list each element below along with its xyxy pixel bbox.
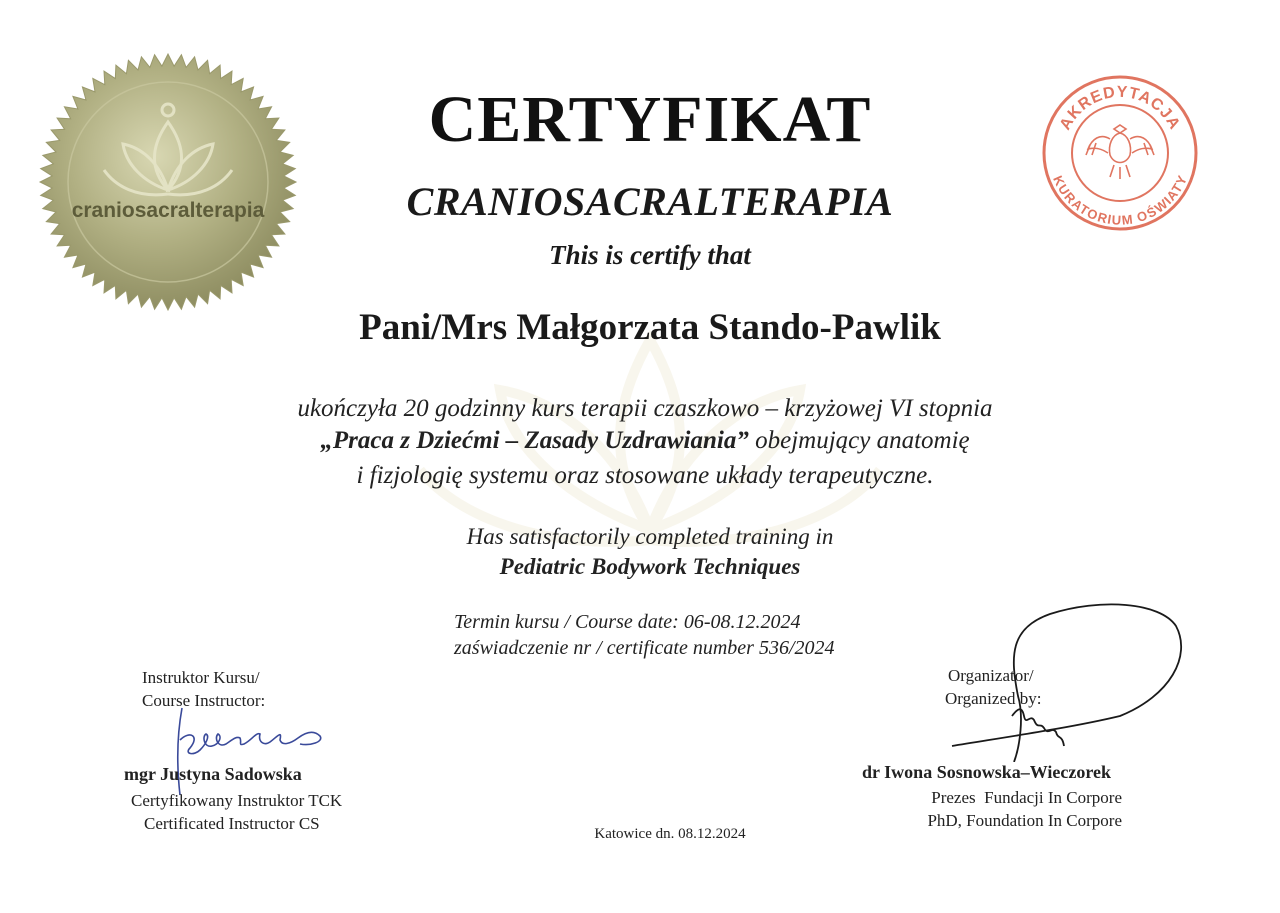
eagle-icon xyxy=(1086,125,1154,179)
recipient-name: Pani/Mrs Małgorzata Stando-Pawlik xyxy=(359,307,941,348)
instructor-role-en: Certificated Instructor CS xyxy=(144,814,320,833)
instructor-role-pl: Certyfikowany Instruktor TCK xyxy=(131,791,343,810)
organizer-role-en: PhD, Foundation In Corpore xyxy=(927,811,1122,830)
gold-seal-text: craniosacralterapia xyxy=(71,199,265,222)
organizer-role xyxy=(890,786,1122,832)
course-date: Termin kursu / Course date: 06-08.12.2024 xyxy=(454,611,801,633)
instructor-label-pl: Instruktor Kursu/ xyxy=(142,668,260,687)
polish-text-line-2-rest: obejmujący anatomię xyxy=(748,427,970,454)
accreditation-stamp xyxy=(1040,73,1200,233)
certificate-subtitle: CRANIOSACRALTERAPIA xyxy=(406,179,894,224)
instructor-name: mgr Justyna Sadowska xyxy=(124,764,302,784)
instructor-label-en: Course Instructor: xyxy=(142,691,266,710)
place-and-date: Katowice dn. 08.12.2024 xyxy=(594,826,746,842)
course-name-english: Pediatric Bodywork Techniques xyxy=(499,554,801,579)
organizer-label-pl: Organizator/ xyxy=(948,666,1034,685)
certificate-number: zaświadczenie nr / certificate number 536/2024 xyxy=(454,637,835,659)
organizer-name: dr Iwona Sosnowska–Wieczorek xyxy=(862,762,1112,782)
gold-seal-emblem xyxy=(38,52,298,312)
certificate-title: CERTYFIKAT xyxy=(428,83,872,156)
course-name-polish: „Praca z Dziećmi – Zasady Uzdrawiania” xyxy=(320,427,749,454)
organizer-signature xyxy=(940,596,1190,762)
polish-text-line-1: ukończyła 20 godzinny kurs terapii czaszkowo – krzyżowej VI stopnia xyxy=(297,395,993,422)
polish-text-line-3: i fizjologię systemu oraz stosowane układy terapeutyczne. xyxy=(356,462,934,489)
certify-line: This is certify that xyxy=(549,240,751,270)
english-text-line-1: Has satisfactorily completed training in xyxy=(466,524,834,549)
organizer-label-en: Organized by: xyxy=(945,689,1042,708)
stamp-top-text: AKREDYTACJA xyxy=(1056,83,1184,133)
organizer-role-pl: Prezes Fundacji In Corpore xyxy=(931,788,1122,807)
polish-text-line-2 xyxy=(150,427,1140,455)
instructor-role xyxy=(131,789,342,835)
stamp-bottom-text: KURATORIUM OŚWIATY xyxy=(1050,173,1190,228)
